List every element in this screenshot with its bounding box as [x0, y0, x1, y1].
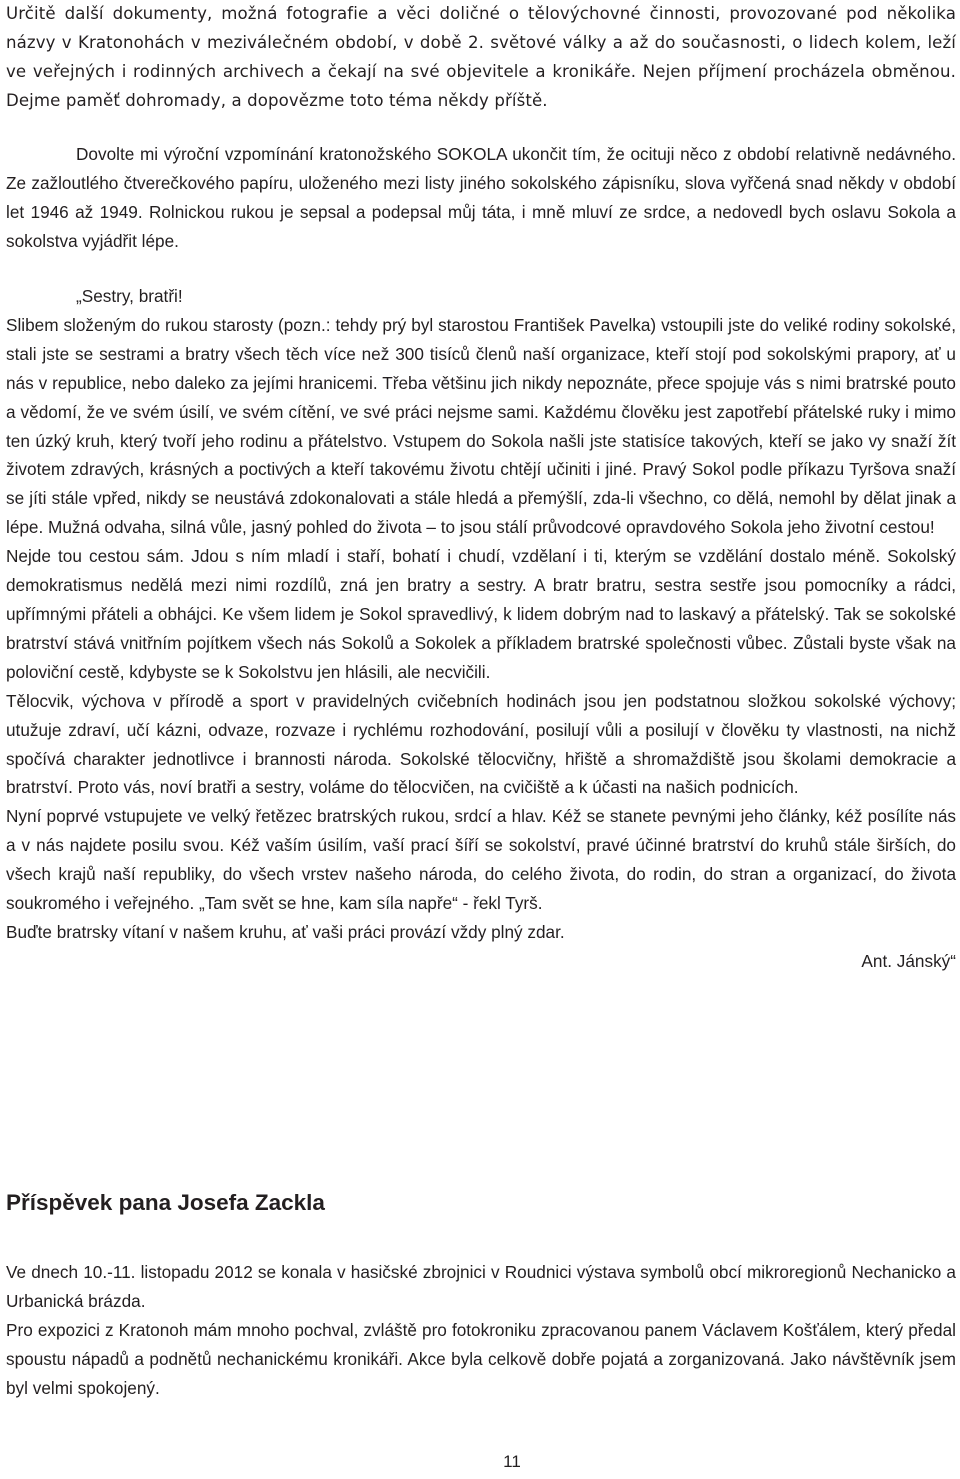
page-number: 11 [503, 1452, 521, 1471]
anniversary-text: Dovolte mi výroční vzpomínání kratonožského SOKOLA ukončit tím, že ocituji něco z období relativně nedávného. Ze zažloutlého čtverečkového papíru, uloženého mezi listy jiného sokolského zápisníku, slova vyřčená snad někdy v období let 1946 až 1949. Rolnickou rukou je sepsal a podepsal můj táta, i mně mluví ze srdce, a nedovedl bych oslavu Sokola a sokolstva vyjádřit lépe. [6, 144, 956, 251]
speech-greeting: „Sestry, bratři! [76, 286, 183, 306]
signature: Ant. Jánský“ [861, 950, 956, 971]
intro-paragraph [6, 0, 956, 116]
section-body [6, 1258, 956, 1403]
speech-paragraph: Nyní poprvé vstupujete ve velký řetězec bratrských rukou, srdcí a hlav. Kéž se stanete pevnými jeho články, kéž posílíte nás a v nás najdete posilu svou. Kéž vaším úsilím, vaší prací šíří se sokolství, pravé účinné bratrství do kruhů stále širších, do všech krajů naší republiky, do všech vrstev našeho národa, do celého života, do rodin, do stran a organizací, do života soukromého i veřejného. „Tam svět se hne, kam síla napře“ - řekl Tyrš. [6, 806, 956, 914]
speech-paragraph: Buďte bratrsky vítaní v našem kruhu, ať vaši práci provází vždy plný zdar. [6, 921, 565, 942]
section-paragraph: Pro expozici z Kratonoh mám mnoho pochval, zvláště pro fotokroniku zpracovanou panem Václavem Košťálem, který předal spoustu nápadů a podnětů nechanickému kronikáři. Akce byla celkově dobře pojatá a zorganizovaná. Jako návštěvník jsem byl velmi spokojený. [6, 1319, 956, 1398]
section-heading: Příspěvek pana Josefa Zackla [6, 1190, 325, 1215]
anniversary-paragraph [6, 140, 956, 256]
intro-tail-text: Dejme paměť dohromady, a dopovězme toto téma někdy příště. [6, 90, 548, 110]
speech-paragraph: Slibem složeným do rukou starosty (pozn.: tehdy prý byl starostou František Pavelka) vstoupili jste do veliké rodiny sokolské, stali jste se sestrami a bratry všech těch více než 300 tisíců členů naší organizace, kteří stojí pod sokolskými prapory, ať u nás v republice, nebo daleko za jejími hranicemi. Třeba většinu jich nikdy nepoznáte, přece spojuje vás s nimi bratrské pouto a vědomí, že ve svém úsilí, ve svém cítění, ve své práci nejsme sami. Každému člověku jest zapotřebí přátelské ruky i mimo ten úzký kruh, který tvoří jeho rodinu a přátelstvo. Vstupem do Sokola našli jste statisíce takových, kteří se jako vy snaží žít životem zdravých, krásných a poctivých a kteří takovému životu chtějí učiniti i jiné. Pravý Sokol podle příkazu Tyršova snaží se jíti stále vpřed, nikdy se neustává zdokonalovati a stále hledá a přemýšlí, zda-li všechno, co dělá, nemohl by dělat jinak a lépe. Mužná odvaha, silná vůle, jasný pohled do života – to jsou stálí průvodcové opravdového Sokola jeho životní cestou! [6, 314, 956, 538]
intro-lead-text: Určitě další dokumenty, možná fotografie a věci doličné o tělovýchovné činnosti, provozované pod několika názvy v Kratonohách v meziválečném období, v době 2. světové války a až do současnosti, o lidech kolem, leží ve veřejných i rodinných archivech a čekají na své objevitele a kronikáře. Nejen příjmení procházela obměnou. [6, 4, 956, 81]
section-paragraph: Ve dnech 10.-11. listopadu 2012 se konala v hasičské zbrojnici v Roudnici výstava symbolů obcí mikroregionů Nechanicko a Urbanická brázda. [6, 1262, 956, 1311]
speech-paragraph: Nejde tou cestou sám. Jdou s ním mladí i staří, bohatí i chudí, vzdělaní i ti, kterým se vzdělání dostalo méně. Sokolský demokratismus nedělá mezi nimi rozdílů, zná jen bratry a sestry. A bratr bratru, sestra sestře jsou pomocníky a rádci, upřímnými přáteli a obhájci. Ke všem lidem je Sokol spravedlivý, k lidem dobrým nad to laskavý a přátelský. Tak se sokolské bratrství stává vnitřním pojítkem všech nás Sokolů a Sokolek a příkladem bratrské společnosti vůbec. Zůstali byste však na poloviční cestě, kdybyste se k Sokolstvu jen hlásili, ale necvičili. [6, 546, 956, 682]
speech-paragraph: Tělocvik, výchova v přírodě a sport v pravidelných cvičebních hodinách jsou jen podstatnou složkou sokolské výchovy; utužuje zdraví, učí kázni, odvaze, rozvaze i rychlému rozhodování, posilují vůli a posilují v člověku ty vlastnosti, na nichž spočívá charakter jednotlivce i brannosti národa. Sokolské tělocvičny, hřiště a shromaždiště jsou školami demokracie a bratrství. Proto vás, noví bratři a sestry, voláme do tělocvičen, na cvičiště a k účasti na našich podnicích. [6, 690, 956, 798]
speech [6, 282, 956, 976]
